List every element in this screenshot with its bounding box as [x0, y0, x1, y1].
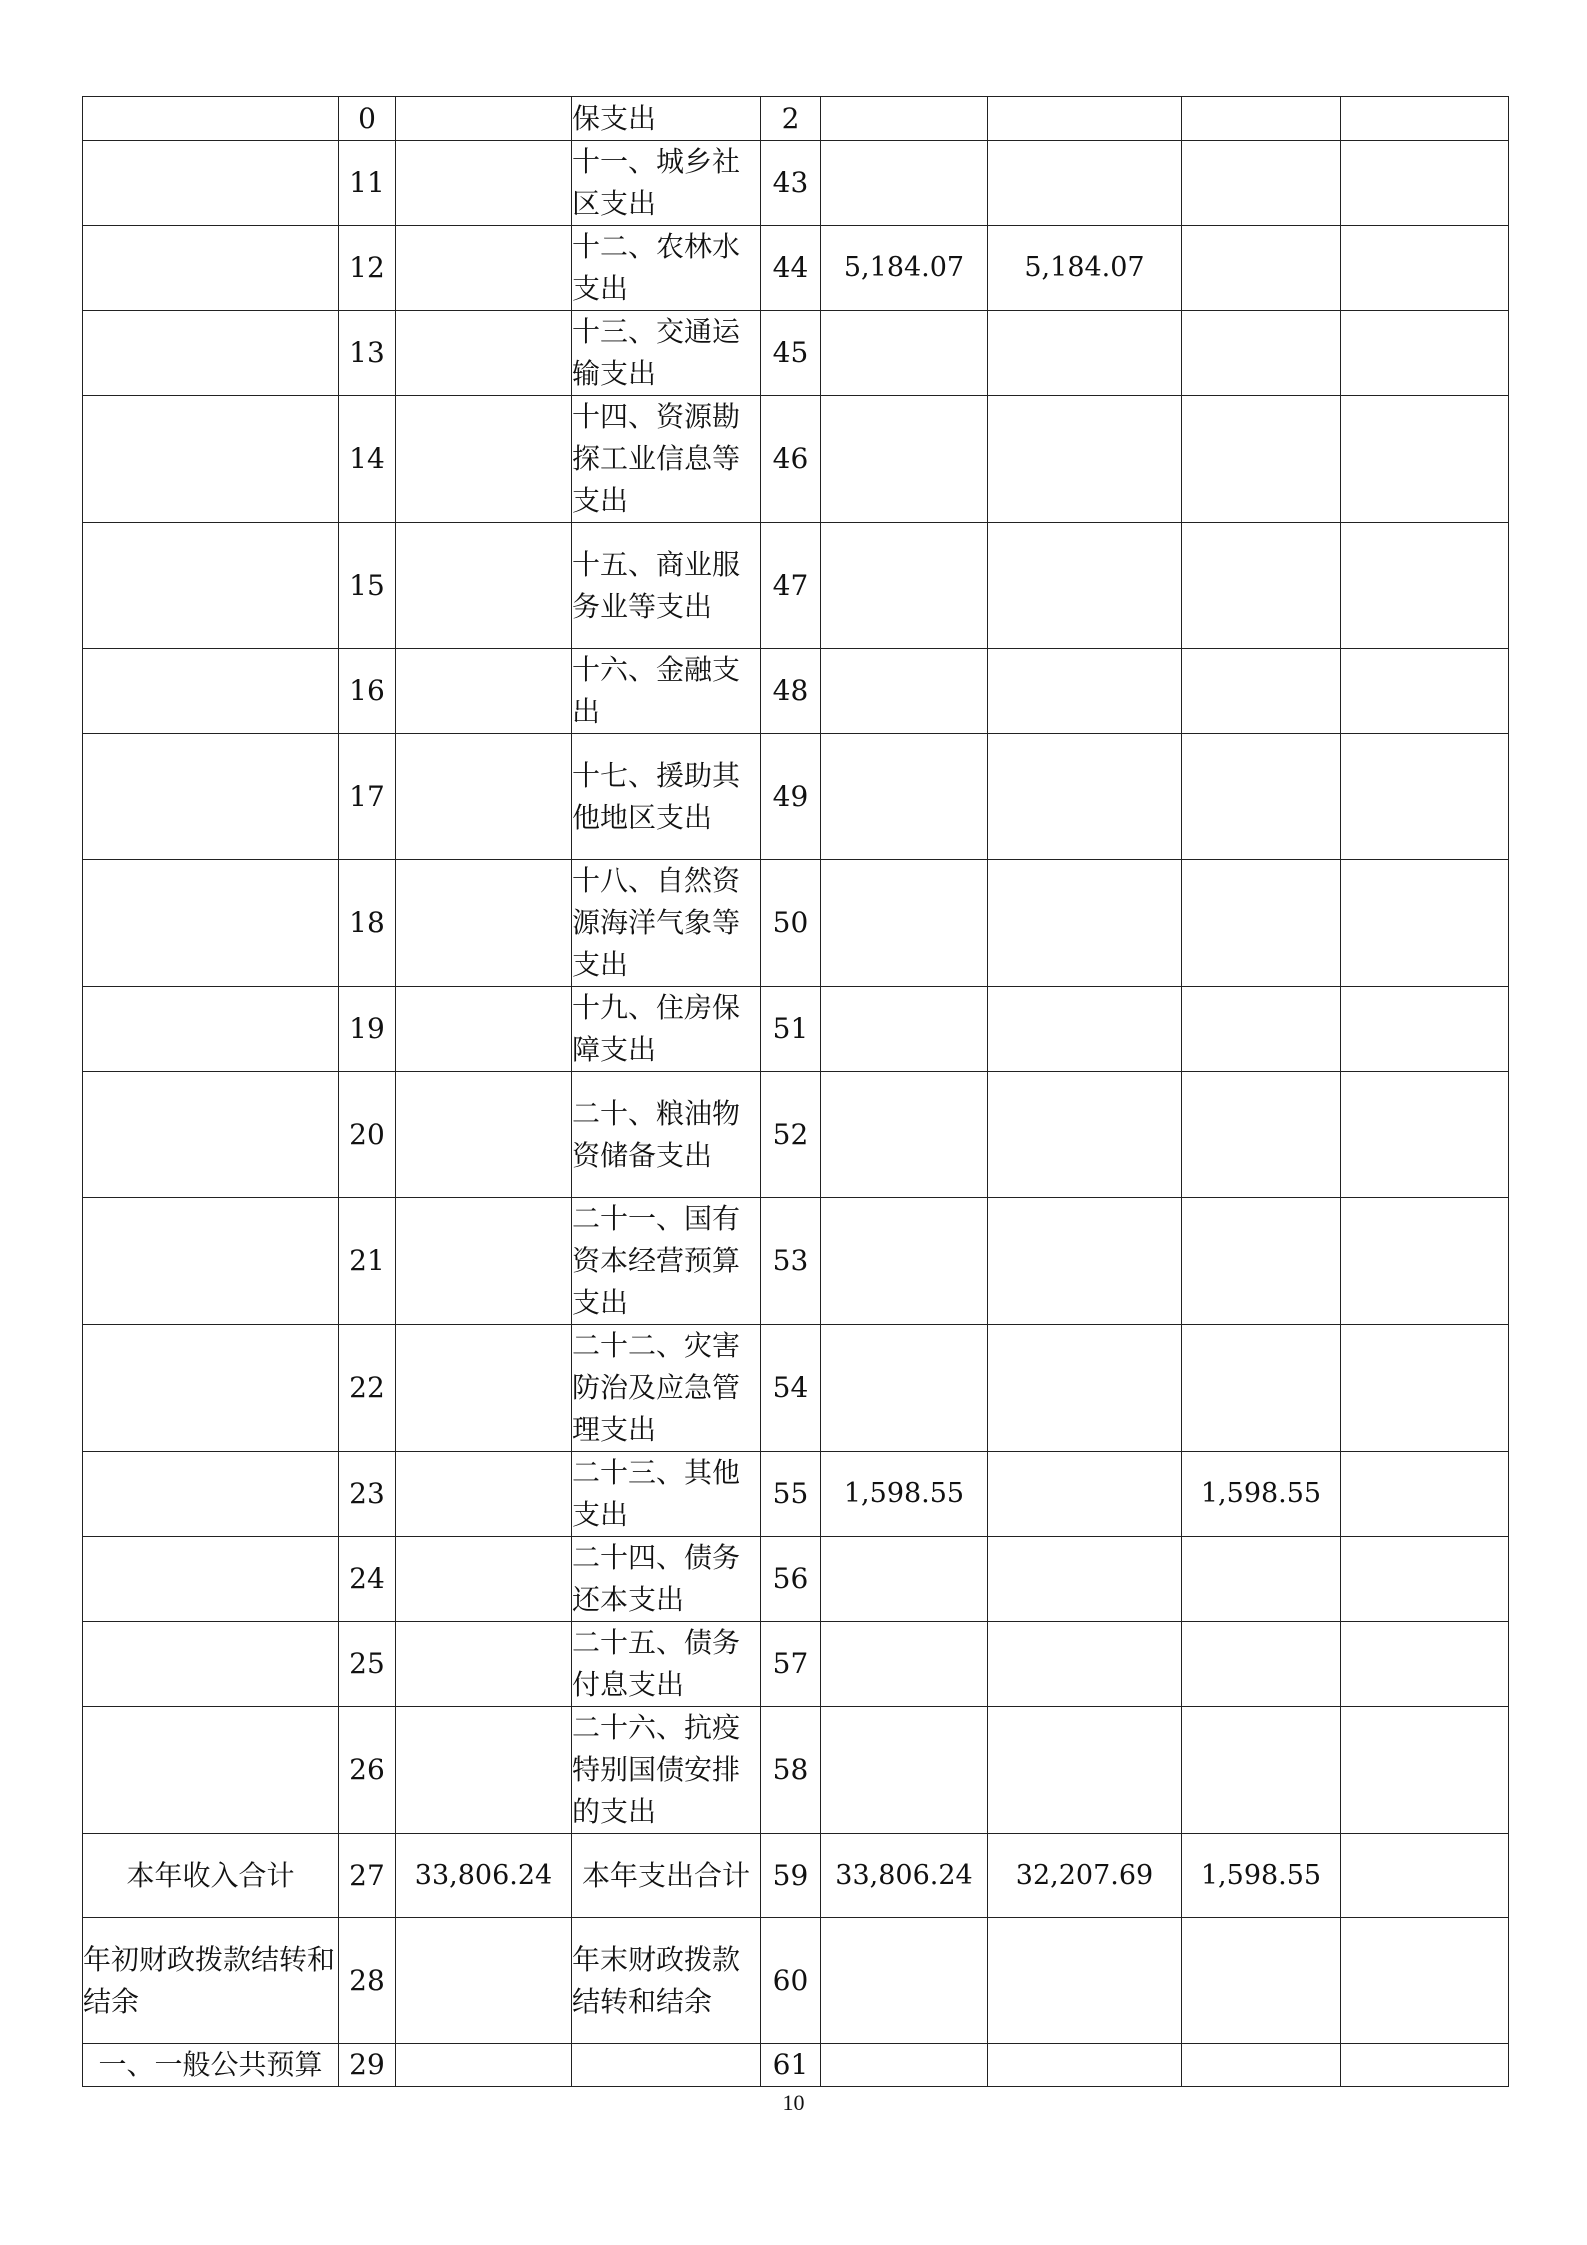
- table-row: [83, 1622, 1509, 1707]
- income-amount-cell: [396, 1918, 572, 2044]
- general-budget-amount-cell: [988, 1622, 1182, 1707]
- total-amount-cell: [821, 97, 988, 141]
- total-amount-cell: [821, 987, 988, 1072]
- income-amount-cell: 33,806.24: [396, 1834, 572, 1918]
- income-amount-cell: [396, 734, 572, 860]
- expense-line-number: 50: [761, 860, 821, 987]
- income-line-number: 24: [339, 1537, 396, 1622]
- total-amount-cell: [821, 1325, 988, 1452]
- income-item-cell: [83, 97, 339, 141]
- expense-line-number: 52: [761, 1072, 821, 1198]
- total-amount-cell: [821, 860, 988, 987]
- table-row: [83, 2044, 1509, 2087]
- expense-line-number: 56: [761, 1537, 821, 1622]
- state-capital-amount-cell: [1341, 734, 1509, 860]
- table-row: [83, 1834, 1509, 1918]
- table-row: [83, 226, 1509, 311]
- income-item-cell: [83, 523, 339, 649]
- income-line-number: 16: [339, 649, 396, 734]
- total-amount-cell: [821, 141, 988, 226]
- income-item-cell: [83, 1325, 339, 1452]
- income-line-number: 27: [339, 1834, 396, 1918]
- gov-fund-amount-cell: [1182, 987, 1341, 1072]
- state-capital-amount-cell: [1341, 649, 1509, 734]
- income-item-cell: [83, 311, 339, 396]
- expense-item-cell: 十七、援助其他地区支出: [572, 734, 761, 860]
- expense-item-cell: 十五、商业服务业等支出: [572, 523, 761, 649]
- table-row: [83, 311, 1509, 396]
- expense-item-cell: 十一、城乡社区支出: [572, 141, 761, 226]
- state-capital-amount-cell: [1341, 1325, 1509, 1452]
- expense-item-cell: 十八、自然资源海洋气象等支出: [572, 860, 761, 987]
- expense-item-cell: 二十三、其他支出: [572, 1452, 761, 1537]
- income-item-cell: [83, 141, 339, 226]
- income-item-cell: [83, 649, 339, 734]
- general-budget-amount-cell: [988, 860, 1182, 987]
- expense-line-number: 51: [761, 987, 821, 1072]
- general-budget-amount-cell: [988, 523, 1182, 649]
- gov-fund-amount-cell: [1182, 226, 1341, 311]
- income-line-number: 11: [339, 141, 396, 226]
- income-amount-cell: [396, 1198, 572, 1325]
- income-item-cell: [83, 1707, 339, 1834]
- total-amount-cell: 5,184.07: [821, 226, 988, 311]
- total-amount-cell: [821, 649, 988, 734]
- state-capital-amount-cell: [1341, 860, 1509, 987]
- expense-item-cell: 十九、住房保障支出: [572, 987, 761, 1072]
- income-line-number: 26: [339, 1707, 396, 1834]
- income-amount-cell: [396, 2044, 572, 2087]
- general-budget-amount-cell: 5,184.07: [988, 226, 1182, 311]
- income-line-number: 21: [339, 1198, 396, 1325]
- state-capital-amount-cell: [1341, 2044, 1509, 2087]
- income-amount-cell: [396, 396, 572, 523]
- general-budget-amount-cell: [988, 311, 1182, 396]
- expense-line-number: 59: [761, 1834, 821, 1918]
- expense-item-cell: 二十一、国有资本经营预算支出: [572, 1198, 761, 1325]
- income-line-number: 17: [339, 734, 396, 860]
- expense-item-cell: 年末财政拨款结转和结余: [572, 1918, 761, 2044]
- general-budget-amount-cell: [988, 97, 1182, 141]
- gov-fund-amount-cell: [1182, 1072, 1341, 1198]
- income-line-number: 0: [339, 97, 396, 141]
- income-item-cell: [83, 1198, 339, 1325]
- total-amount-cell: [821, 1622, 988, 1707]
- table-row: [83, 1452, 1509, 1537]
- total-amount-cell: [821, 396, 988, 523]
- gov-fund-amount-cell: [1182, 2044, 1341, 2087]
- total-amount-cell: 33,806.24: [821, 1834, 988, 1918]
- total-amount-cell: [821, 1198, 988, 1325]
- gov-fund-amount-cell: [1182, 1537, 1341, 1622]
- table-row: [83, 1198, 1509, 1325]
- general-budget-amount-cell: [988, 1452, 1182, 1537]
- income-amount-cell: [396, 1072, 572, 1198]
- expense-line-number: 60: [761, 1918, 821, 2044]
- total-amount-cell: [821, 1918, 988, 2044]
- expense-item-cell: 十四、资源勘探工业信息等支出: [572, 396, 761, 523]
- state-capital-amount-cell: [1341, 141, 1509, 226]
- page-number: 10: [782, 2090, 805, 2115]
- gov-fund-amount-cell: [1182, 1198, 1341, 1325]
- expense-item-cell: 十二、农林水支出: [572, 226, 761, 311]
- gov-fund-amount-cell: [1182, 311, 1341, 396]
- income-item-cell: 本年收入合计: [83, 1834, 339, 1918]
- state-capital-amount-cell: [1341, 1834, 1509, 1918]
- gov-fund-amount-cell: [1182, 396, 1341, 523]
- total-amount-cell: [821, 2044, 988, 2087]
- expense-line-number: 53: [761, 1198, 821, 1325]
- expense-item-cell: 二十五、债务付息支出: [572, 1622, 761, 1707]
- income-amount-cell: [396, 1622, 572, 1707]
- general-budget-amount-cell: [988, 987, 1182, 1072]
- income-line-number: 20: [339, 1072, 396, 1198]
- income-line-number: 14: [339, 396, 396, 523]
- gov-fund-amount-cell: [1182, 1707, 1341, 1834]
- income-line-number: 18: [339, 860, 396, 987]
- income-item-cell: 一、一般公共预算: [83, 2044, 339, 2087]
- table-row: [83, 523, 1509, 649]
- total-amount-cell: [821, 523, 988, 649]
- total-amount-cell: [821, 1537, 988, 1622]
- expense-item-cell: 二十、粮油物资储备支出: [572, 1072, 761, 1198]
- income-line-number: 29: [339, 2044, 396, 2087]
- table-row: [83, 1072, 1509, 1198]
- income-item-cell: [83, 396, 339, 523]
- expense-item-cell: 本年支出合计: [572, 1834, 761, 1918]
- state-capital-amount-cell: [1341, 1198, 1509, 1325]
- general-budget-amount-cell: [988, 141, 1182, 226]
- general-budget-amount-cell: [988, 649, 1182, 734]
- state-capital-amount-cell: [1341, 1537, 1509, 1622]
- income-amount-cell: [396, 311, 572, 396]
- table-row: [83, 97, 1509, 141]
- income-amount-cell: [396, 1452, 572, 1537]
- income-amount-cell: [396, 860, 572, 987]
- state-capital-amount-cell: [1341, 1622, 1509, 1707]
- gov-fund-amount-cell: [1182, 1325, 1341, 1452]
- state-capital-amount-cell: [1341, 311, 1509, 396]
- gov-fund-amount-cell: [1182, 523, 1341, 649]
- gov-fund-amount-cell: [1182, 734, 1341, 860]
- gov-fund-amount-cell: [1182, 1918, 1341, 2044]
- expense-line-number: 61: [761, 2044, 821, 2087]
- expense-item-cell: 保支出: [572, 97, 761, 141]
- state-capital-amount-cell: [1341, 523, 1509, 649]
- general-budget-amount-cell: [988, 1707, 1182, 1834]
- income-line-number: 22: [339, 1325, 396, 1452]
- table-row: [83, 860, 1509, 987]
- general-budget-amount-cell: [988, 1325, 1182, 1452]
- table-row: [83, 734, 1509, 860]
- state-capital-amount-cell: [1341, 1918, 1509, 2044]
- expense-item-cell: 十三、交通运输支出: [572, 311, 761, 396]
- total-amount-cell: 1,598.55: [821, 1452, 988, 1537]
- total-amount-cell: [821, 1072, 988, 1198]
- income-line-number: 15: [339, 523, 396, 649]
- budget-table: [82, 96, 1509, 2087]
- expense-line-number: 45: [761, 311, 821, 396]
- expense-item-cell: 十六、金融支出: [572, 649, 761, 734]
- state-capital-amount-cell: [1341, 1707, 1509, 1834]
- gov-fund-amount-cell: [1182, 141, 1341, 226]
- total-amount-cell: [821, 311, 988, 396]
- expense-line-number: 55: [761, 1452, 821, 1537]
- income-amount-cell: [396, 226, 572, 311]
- income-item-cell: [83, 860, 339, 987]
- general-budget-amount-cell: [988, 1072, 1182, 1198]
- income-amount-cell: [396, 649, 572, 734]
- table-row: [83, 1537, 1509, 1622]
- gov-fund-amount-cell: [1182, 97, 1341, 141]
- expense-line-number: 54: [761, 1325, 821, 1452]
- income-amount-cell: [396, 1537, 572, 1622]
- expense-line-number: 47: [761, 523, 821, 649]
- expense-line-number: 43: [761, 141, 821, 226]
- general-budget-amount-cell: [988, 396, 1182, 523]
- table-row: [83, 1325, 1509, 1452]
- income-line-number: 12: [339, 226, 396, 311]
- general-budget-amount-cell: [988, 2044, 1182, 2087]
- gov-fund-amount-cell: 1,598.55: [1182, 1452, 1341, 1537]
- table-row: [83, 396, 1509, 523]
- state-capital-amount-cell: [1341, 987, 1509, 1072]
- income-item-cell: [83, 734, 339, 860]
- income-line-number: 28: [339, 1918, 396, 2044]
- gov-fund-amount-cell: [1182, 649, 1341, 734]
- income-item-cell: [83, 1452, 339, 1537]
- state-capital-amount-cell: [1341, 396, 1509, 523]
- income-amount-cell: [396, 523, 572, 649]
- table-row: [83, 649, 1509, 734]
- total-amount-cell: [821, 734, 988, 860]
- general-budget-amount-cell: [988, 1918, 1182, 2044]
- table-row: [83, 1707, 1509, 1834]
- income-line-number: 23: [339, 1452, 396, 1537]
- expense-item-cell: [572, 2044, 761, 2087]
- expense-item-cell: 二十四、债务还本支出: [572, 1537, 761, 1622]
- expense-line-number: 48: [761, 649, 821, 734]
- expense-line-number: 44: [761, 226, 821, 311]
- table-row: [83, 141, 1509, 226]
- income-amount-cell: [396, 987, 572, 1072]
- expense-item-cell: 二十二、灾害防治及应急管理支出: [572, 1325, 761, 1452]
- expense-line-number: 49: [761, 734, 821, 860]
- expense-line-number: 2: [761, 97, 821, 141]
- gov-fund-amount-cell: [1182, 1622, 1341, 1707]
- income-item-cell: [83, 1072, 339, 1198]
- state-capital-amount-cell: [1341, 226, 1509, 311]
- state-capital-amount-cell: [1341, 97, 1509, 141]
- expense-line-number: 57: [761, 1622, 821, 1707]
- general-budget-amount-cell: 32,207.69: [988, 1834, 1182, 1918]
- expense-item-cell: 二十六、抗疫特别国债安排的支出: [572, 1707, 761, 1834]
- gov-fund-amount-cell: [1182, 860, 1341, 987]
- state-capital-amount-cell: [1341, 1452, 1509, 1537]
- income-item-cell: [83, 1622, 339, 1707]
- state-capital-amount-cell: [1341, 1072, 1509, 1198]
- income-line-number: 13: [339, 311, 396, 396]
- table-row: [83, 1918, 1509, 2044]
- income-line-number: 25: [339, 1622, 396, 1707]
- total-amount-cell: [821, 1707, 988, 1834]
- income-item-cell: [83, 226, 339, 311]
- income-item-cell: 年初财政拨款结转和结余: [83, 1918, 339, 2044]
- income-line-number: 19: [339, 987, 396, 1072]
- gov-fund-amount-cell: 1,598.55: [1182, 1834, 1341, 1918]
- general-budget-amount-cell: [988, 734, 1182, 860]
- general-budget-amount-cell: [988, 1537, 1182, 1622]
- income-amount-cell: [396, 97, 572, 141]
- general-budget-amount-cell: [988, 1198, 1182, 1325]
- expense-line-number: 58: [761, 1707, 821, 1834]
- income-amount-cell: [396, 141, 572, 226]
- income-amount-cell: [396, 1325, 572, 1452]
- income-amount-cell: [396, 1707, 572, 1834]
- income-item-cell: [83, 1537, 339, 1622]
- table-row: [83, 987, 1509, 1072]
- expense-line-number: 46: [761, 396, 821, 523]
- income-item-cell: [83, 987, 339, 1072]
